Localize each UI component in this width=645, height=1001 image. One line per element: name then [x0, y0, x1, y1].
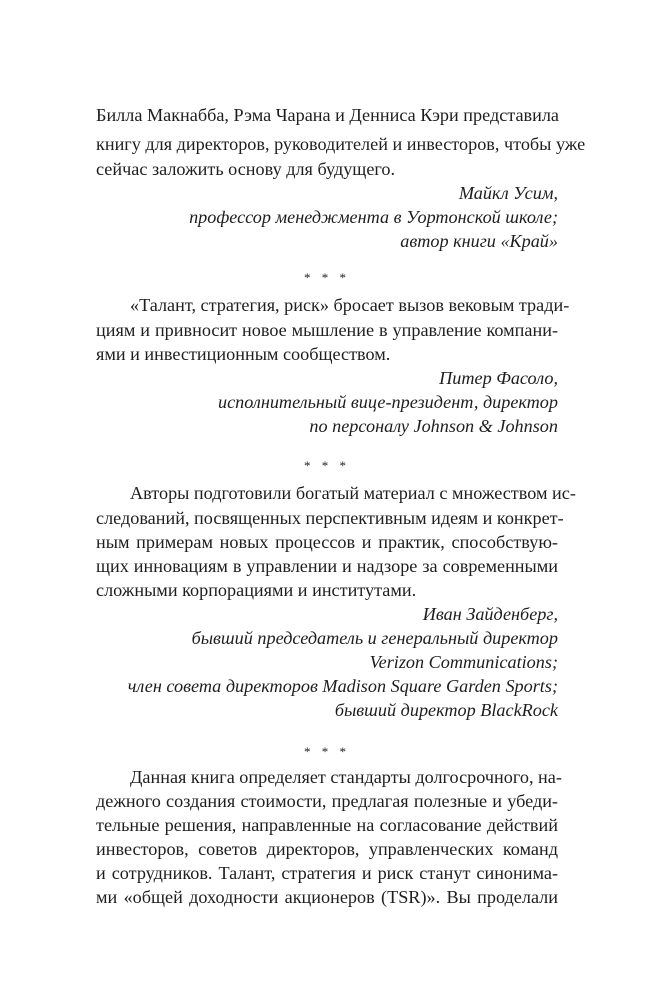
review-4-line-3: тельные решения, направленные на согласование действий [96, 815, 558, 835]
review-1-author-book: автор книги «Край» [400, 231, 558, 251]
review-1-author: Майкл Усим, [458, 183, 558, 203]
review-3-line-3: ным примерам новых процессов и практик, способствую- [96, 532, 558, 552]
review-4-line-6: ми «общей доходности акционеров (TSR)». Вы проделали [96, 887, 558, 907]
review-3-line-2: следований, посвященных перспективным идеям и конкрет- [96, 508, 564, 528]
review-3-line-5: сложными корпорациями и институтами. [96, 580, 417, 600]
review-3-author-company: Verizon Communications; [369, 652, 558, 672]
review-1-line-2: книгу для директоров, руководителей и инвесторов, чтобы уже [96, 134, 586, 154]
review-2-author-title: исполнительный вице-президент, директор [217, 392, 558, 412]
review-3-author-board: член совета директоров Madison Square Garden Sports; [127, 676, 558, 696]
review-1-author-title: профессор менеджмента в Уортонской школе; [189, 207, 558, 227]
review-1-line-3: сейчас заложить основу для будущего. [96, 159, 396, 179]
review-2-line-1: «Талант, стратегия, риск» бросает вызов вековым тради- [130, 295, 570, 315]
review-3-author: Иван Зайденберг, [422, 604, 558, 624]
review-4-line-4: инвесторов, советов директоров, управленческих команд [96, 839, 558, 859]
review-1-line-1: Билла Макнабба, Рэма Чарана и Денниса Кэри представила [96, 105, 559, 125]
separator-1: * * * [304, 270, 350, 285]
review-3-author-former: бывший директор BlackRock [334, 700, 558, 720]
separator-2: * * * [304, 458, 350, 473]
review-2-line-2: циям и привносит новое мышление в управление компани- [96, 320, 558, 340]
review-3-line-4: щих инновациям в управлении и надзоре за современными [96, 556, 558, 576]
separator-3: * * * [304, 744, 350, 759]
review-3-line-1: Авторы подготовили богатый материал с множеством ис- [130, 483, 576, 503]
review-4-line-1: Данная книга определяет стандарты долгосрочного, на- [130, 767, 562, 787]
review-4-line-5: и сотрудников. Талант, стратегия и риск станут синонима- [96, 863, 558, 883]
review-2-line-3: ями и инвестиционным сообществом. [96, 344, 391, 364]
review-2-author-company: по персоналу Johnson & Johnson [309, 416, 558, 436]
review-3-author-title: бывший председатель и генеральный директор [191, 628, 558, 648]
review-4-line-2: дежного создания стоимости, предлагая полезные и убеди- [96, 791, 558, 811]
review-2-author: Питер Фасоло, [439, 368, 558, 388]
